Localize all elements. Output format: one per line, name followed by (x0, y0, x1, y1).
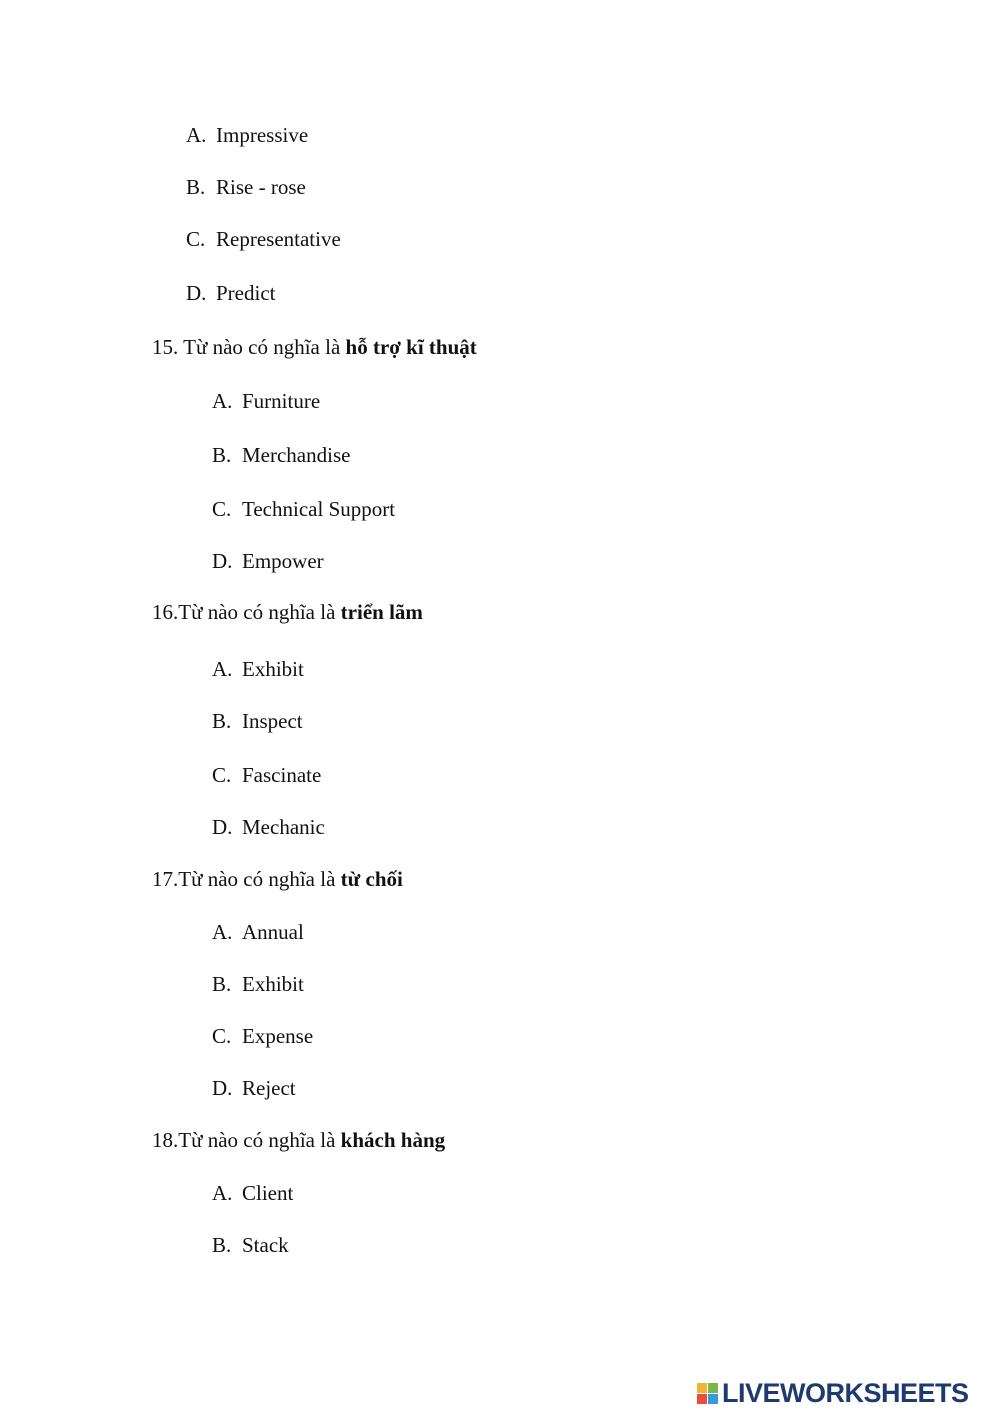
q16-option-d[interactable] (212, 814, 325, 840)
question-17 (152, 866, 403, 892)
option-text: Empower (242, 549, 324, 573)
logo-block (697, 1383, 707, 1393)
prev-option-d[interactable] (186, 280, 275, 306)
q17-option-a[interactable] (212, 919, 304, 945)
option-letter: B. (212, 1233, 232, 1257)
question-keyword: triển lãm (340, 600, 423, 624)
q17-option-b[interactable] (212, 971, 304, 997)
option-text: Inspect (242, 709, 303, 733)
prev-option-a[interactable] (186, 122, 308, 148)
q15-option-a[interactable] (212, 388, 320, 414)
question-prompt: Từ nào có nghĩa là (178, 1128, 341, 1152)
option-text: Rise - rose (216, 175, 306, 199)
question-16 (152, 599, 423, 625)
q18-option-a[interactable] (212, 1180, 293, 1206)
question-number: 18. (152, 1128, 179, 1152)
option-letter: B. (186, 175, 206, 199)
option-letter: A. (212, 389, 233, 413)
q15-option-c[interactable] (212, 496, 395, 522)
option-letter: A. (212, 657, 233, 681)
option-text: Exhibit (242, 657, 304, 681)
q17-option-d[interactable] (212, 1075, 296, 1101)
option-text: Fascinate (242, 763, 322, 787)
option-text: Representative (216, 227, 341, 251)
liveworksheets-logo[interactable] (697, 1378, 969, 1408)
q18-option-b[interactable] (212, 1232, 289, 1258)
option-letter: A. (212, 920, 233, 944)
prev-option-b[interactable] (186, 174, 306, 200)
liveworksheets-logo-icon (697, 1383, 718, 1404)
logo-block (697, 1394, 707, 1404)
option-text: Client (242, 1181, 294, 1205)
logo-block (708, 1383, 718, 1393)
option-text: Predict (216, 281, 276, 305)
logo-block (708, 1394, 718, 1404)
option-text: Reject (242, 1076, 296, 1100)
question-keyword: hỗ trợ kĩ thuật (345, 335, 477, 359)
option-letter: A. (212, 1181, 233, 1205)
q17-option-c[interactable] (212, 1023, 313, 1049)
option-text: Merchandise (242, 443, 351, 467)
option-text: Impressive (216, 123, 309, 147)
question-keyword: từ chối (340, 867, 403, 891)
option-letter: B. (212, 709, 232, 733)
option-text: Furniture (242, 389, 321, 413)
option-text: Technical Support (242, 497, 396, 521)
option-letter: B. (212, 443, 232, 467)
option-letter: D. (212, 1076, 233, 1100)
question-number: 15. (152, 335, 184, 359)
option-letter: D. (186, 281, 207, 305)
q16-option-b[interactable] (212, 708, 303, 734)
option-text: Exhibit (242, 972, 304, 996)
q16-option-c[interactable] (212, 762, 321, 788)
option-letter: C. (186, 227, 206, 251)
brand-name: LIVEWORKSHEETS (722, 1377, 969, 1408)
question-18 (152, 1127, 445, 1153)
option-text: Mechanic (242, 815, 325, 839)
option-text: Expense (242, 1024, 314, 1048)
question-number: 17. (152, 867, 179, 891)
q16-option-a[interactable] (212, 656, 304, 682)
question-prompt: Từ nào có nghĩa là (178, 600, 341, 624)
q15-option-d[interactable] (212, 548, 324, 574)
option-letter: A. (186, 123, 207, 147)
option-letter: C. (212, 1024, 232, 1048)
q15-option-b[interactable] (212, 442, 350, 468)
question-prompt: Từ nào có nghĩa là (183, 335, 346, 359)
option-letter: B. (212, 972, 232, 996)
option-text: Annual (242, 920, 304, 944)
question-number: 16. (152, 600, 179, 624)
question-15 (152, 334, 477, 360)
option-letter: C. (212, 497, 232, 521)
prev-option-c[interactable] (186, 226, 341, 252)
option-letter: C. (212, 763, 232, 787)
option-letter: D. (212, 815, 233, 839)
question-prompt: Từ nào có nghĩa là (178, 867, 341, 891)
option-text: Stack (242, 1233, 289, 1257)
question-keyword: khách hàng (340, 1128, 446, 1152)
option-letter: D. (212, 549, 233, 573)
